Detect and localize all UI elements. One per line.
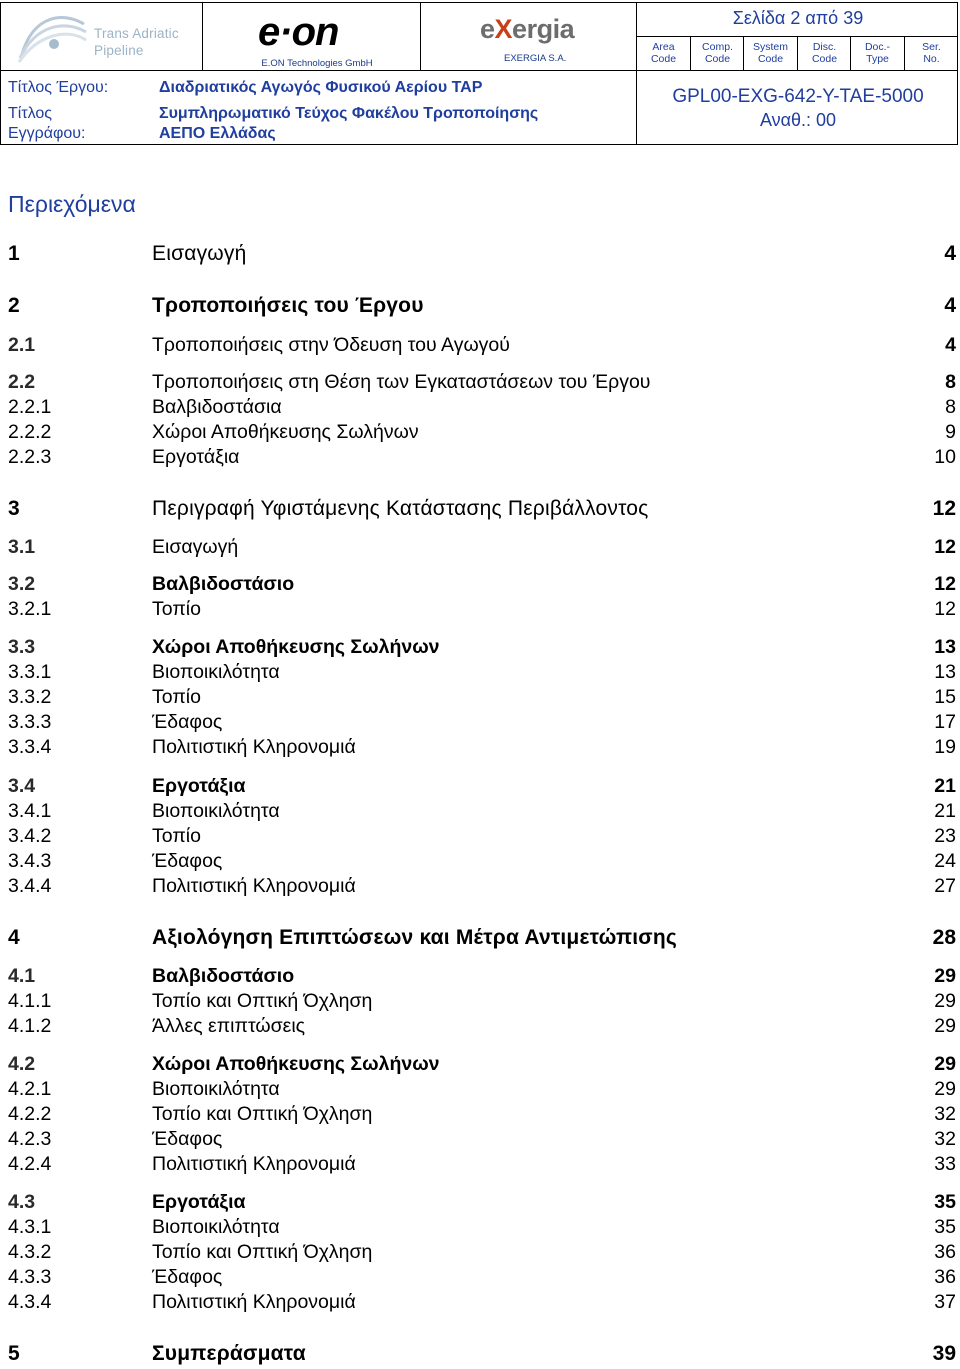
toc-entry-title: Βαλβιδοστάσιο	[152, 573, 295, 595]
code-field	[744, 41, 797, 65]
toc-entry[interactable]	[8, 775, 956, 801]
toc-entry-title: Βιοποικιλότητα	[152, 661, 280, 683]
code-field-line2: No.	[923, 53, 940, 65]
toc-entry-title: Εισαγωγή	[152, 242, 247, 265]
toc-entry-page: 12	[932, 497, 956, 520]
toc-entry-title: Τοπίο	[152, 686, 201, 708]
toc-entry-page: 28	[932, 926, 956, 949]
toc-entry-number: 2.2	[8, 371, 36, 393]
toc-entry-page: 29	[934, 965, 956, 987]
toc-entry-title: Βαλβιδοστάσια	[152, 396, 282, 418]
toc-entry-title: Τοπίο και Οπτική Όχληση	[152, 1241, 373, 1263]
toc-entry-page: 4	[945, 334, 956, 356]
toc-entry[interactable]	[8, 965, 956, 991]
toc-entry-title: Έδαφος	[152, 1266, 223, 1288]
toc-entry-title: Βιοποικιλότητα	[152, 800, 280, 822]
toc-entry-page: 23	[934, 825, 956, 847]
project-title-label: Τίτλος Έργου:	[8, 79, 109, 96]
toc-entry-page: 12	[934, 598, 956, 620]
toc-entry[interactable]	[8, 825, 956, 851]
document-header	[0, 0, 960, 148]
code-field-line2: Code	[811, 53, 838, 65]
exergia-logo-pre: e	[480, 14, 495, 44]
tap-logo-line1: Trans Adriatic	[94, 26, 179, 41]
toc-entry[interactable]	[8, 661, 956, 687]
toc-entry-number: 4.3	[8, 1191, 36, 1213]
toc-entry-title: Τοπίο και Οπτική Όχληση	[152, 990, 373, 1012]
toc-entry[interactable]	[8, 536, 956, 562]
toc-entry-page: 37	[934, 1291, 956, 1313]
toc-entry-number: 5	[8, 1342, 20, 1365]
toc-entry-title: Άλλες επιπτώσεις	[152, 1015, 306, 1037]
code-field	[637, 41, 690, 65]
toc-entry-number: 2.1	[8, 334, 36, 356]
toc-entry-title: Πολιτιστική Κληρονομιά	[152, 736, 356, 758]
toc-entry-title: Πολιτιστική Κληρονομιά	[152, 1153, 356, 1175]
toc-entry-number: 4.2.1	[8, 1078, 52, 1100]
toc-entry-page: 35	[934, 1216, 956, 1238]
toc-entry[interactable]	[8, 686, 956, 712]
toc-entry-title: Πολιτιστική Κληρονομιά	[152, 875, 356, 897]
toc-entry[interactable]	[8, 1216, 956, 1242]
exergia-logo-subtitle: EXERGIA S.A.	[504, 53, 567, 64]
toc-entry-title: Τοπίο	[152, 825, 201, 847]
toc-entry-title: Εργοτάξια	[152, 775, 246, 797]
code-field-line1: System	[752, 41, 788, 53]
toc-entry[interactable]	[8, 242, 956, 268]
toc-entry-number: 1	[8, 242, 20, 265]
toc-entry[interactable]	[8, 396, 956, 422]
toc-entry[interactable]	[8, 990, 956, 1016]
toc-entry-number: 3.1	[8, 536, 36, 558]
toc-entry-title: Τροποποιήσεις στη Θέση των Εγκαταστάσεων του Έργου	[152, 371, 651, 393]
toc-entry-title: Τροποποιήσεις του Έργου	[152, 294, 424, 317]
toc-entry-number: 3.3	[8, 636, 36, 658]
toc-entry-title: Εισαγωγή	[152, 536, 239, 558]
toc-entry-page: 8	[945, 371, 956, 393]
code-field	[851, 41, 904, 65]
toc-entry-number: 2.2.2	[8, 421, 52, 443]
toc-entry-page: 15	[934, 686, 956, 708]
toc-entry[interactable]	[8, 1103, 956, 1129]
toc-entry-title: Χώροι Αποθήκευσης Σωλήνων	[152, 421, 419, 443]
tap-logo	[14, 10, 184, 68]
toc-entry-page: 36	[934, 1241, 956, 1263]
toc-entry-page: 29	[934, 1078, 956, 1100]
toc-entry[interactable]	[8, 875, 956, 901]
tap-logo-mark-icon	[14, 10, 90, 68]
toc-entry-page: 8	[945, 396, 956, 418]
toc-entry-number: 3.3.3	[8, 711, 52, 733]
code-field	[798, 41, 851, 65]
exergia-logo-post: ergia	[512, 14, 575, 44]
toc-entry[interactable]	[8, 736, 956, 762]
toc-entry-number: 4.1.2	[8, 1015, 52, 1037]
toc-entry-title: Έδαφος	[152, 1128, 223, 1150]
toc-entry[interactable]	[8, 1291, 956, 1317]
toc-entry-number: 4	[8, 926, 20, 949]
toc-entry-page: 39	[932, 1342, 956, 1365]
revision: Αναθ.: 00	[759, 110, 837, 130]
toc-entry[interactable]	[8, 1053, 956, 1079]
exergia-logo-wordmark	[480, 14, 574, 45]
eon-logo-wordmark: e·on	[258, 10, 339, 54]
code-field-line1: Doc.-	[864, 41, 891, 53]
toc-entry-page: 33	[934, 1153, 956, 1175]
toc-entry[interactable]	[8, 1015, 956, 1041]
toc-entry-page: 29	[934, 1015, 956, 1037]
code-field-line2: Code	[704, 53, 731, 65]
code-field-line1: Disc.	[812, 41, 837, 53]
toc-entry-title: Τροποποιήσεις στην Όδευση του Αγωγού	[152, 334, 510, 356]
toc-entry[interactable]	[8, 1266, 956, 1292]
toc-title: Περιεχόμενα	[8, 191, 136, 217]
toc-entry-page: 21	[934, 800, 956, 822]
document-number: GPL00-EXG-642-Y-TAE-5000	[672, 86, 924, 107]
toc-entry-title: Τοπίο και Οπτική Όχληση	[152, 1103, 373, 1125]
toc-entry-page: 36	[934, 1266, 956, 1288]
code-field-line1: Comp.	[702, 41, 733, 53]
eon-logo-subtitle: E.ON Technologies GmbH	[261, 58, 373, 69]
page-info: Σελίδα 2 από 39	[732, 8, 864, 28]
toc-entry[interactable]	[8, 850, 956, 876]
document-title-label-line2: Εγγράφου:	[8, 125, 86, 142]
toc-entry-number: 4.2.4	[8, 1153, 52, 1175]
toc-entry-number: 3.3.1	[8, 661, 52, 683]
toc-entry[interactable]	[8, 497, 956, 523]
toc-entry-number: 2	[8, 294, 20, 317]
code-field-line1: Area	[652, 41, 675, 53]
code-field-line2: Code	[650, 53, 677, 65]
toc-entry-page: 13	[934, 661, 956, 683]
toc-entry-number: 3.3.2	[8, 686, 52, 708]
toc-entry-page: 27	[934, 875, 956, 897]
toc-entry-page: 12	[934, 536, 956, 558]
toc-entry-number: 2.2.1	[8, 396, 52, 418]
toc-entry-title: Βιοποικιλότητα	[152, 1216, 280, 1238]
toc-entry-number: 3.4.3	[8, 850, 52, 872]
document-title-value-line2: ΑΕΠΟ Ελλάδας	[159, 125, 276, 142]
eon-logo	[252, 10, 382, 68]
toc-entry-title: Περιγραφή Υφιστάμενης Κατάστασης Περιβάλλοντος	[152, 497, 649, 520]
toc-entry-title: Αξιολόγηση Επιπτώσεων και Μέτρα Αντιμετώπισης	[152, 926, 678, 949]
toc-entry-title: Πολιτιστική Κληρονομιά	[152, 1291, 356, 1313]
toc-entry[interactable]	[8, 1241, 956, 1267]
toc-entry-number: 3	[8, 497, 20, 520]
toc-entry-number: 4.3.1	[8, 1216, 52, 1238]
toc-entry[interactable]	[8, 421, 956, 447]
exergia-logo-x: X	[494, 14, 513, 44]
toc-entry[interactable]	[8, 926, 956, 952]
toc-entry-page: 32	[934, 1128, 956, 1150]
toc-entry[interactable]	[8, 598, 956, 624]
toc-entry-number: 4.3.4	[8, 1291, 52, 1313]
toc-entry[interactable]	[8, 446, 956, 472]
toc-entry-title: Τοπίο	[152, 598, 201, 620]
project-title-value: Διαδριατικός Αγωγός Φυσικού Αερίου TAP	[159, 79, 483, 96]
toc-entry[interactable]	[8, 334, 956, 360]
toc-entry-number: 3.4	[8, 775, 36, 797]
toc-entry-page: 17	[934, 711, 956, 733]
toc-entry-page: 13	[934, 636, 956, 658]
toc-entry-page: 19	[934, 736, 956, 758]
toc-entry[interactable]	[8, 800, 956, 826]
toc-entry[interactable]	[8, 371, 956, 397]
toc-entry-page: 24	[934, 850, 956, 872]
toc-entry[interactable]	[8, 711, 956, 737]
toc-entry-number: 2.2.3	[8, 446, 52, 468]
toc-entry[interactable]	[8, 1342, 956, 1368]
toc-entry-page: 21	[934, 775, 956, 797]
toc-entry-title: Εργοτάξια	[152, 1191, 246, 1213]
toc-entry-number: 4.1	[8, 965, 36, 987]
document-title-label-line1: Τίτλος	[8, 105, 53, 122]
toc-entry[interactable]	[8, 1191, 956, 1217]
toc-entry-title: Βαλβιδοστάσιο	[152, 965, 295, 987]
code-field-line1: Ser.	[922, 41, 941, 53]
toc-entry-page: 29	[934, 1053, 956, 1075]
toc-entry-number: 4.2	[8, 1053, 36, 1075]
toc-entry-title: Χώροι Αποθήκευσης Σωλήνων	[152, 1053, 440, 1075]
code-field	[905, 41, 958, 65]
exergia-logo	[478, 10, 588, 68]
toc-entry-page: 4	[944, 242, 956, 265]
toc-entry-page: 32	[934, 1103, 956, 1125]
toc-entry[interactable]	[8, 1128, 956, 1154]
toc-entry-page: 12	[934, 573, 956, 595]
toc-entry-page: 10	[934, 446, 956, 468]
toc-entry[interactable]	[8, 1078, 956, 1104]
toc-entry-title: Χώροι Αποθήκευσης Σωλήνων	[152, 636, 440, 658]
toc-entry-title: Έδαφος	[152, 850, 223, 872]
toc-entry-number: 4.3.3	[8, 1266, 52, 1288]
toc-entry-number: 3.4.1	[8, 800, 52, 822]
document-title-value-line1: Συμπληρωματικό Τεύχος Φακέλου Τροποποίησης	[159, 105, 539, 122]
toc-entry-number: 3.2	[8, 573, 36, 595]
toc-entry-title: Συμπεράσματα	[152, 1342, 306, 1365]
toc-entry-number: 4.2.2	[8, 1103, 52, 1125]
toc-entry-title: Έδαφος	[152, 711, 223, 733]
toc-entry-title: Βιοποικιλότητα	[152, 1078, 280, 1100]
toc-entry[interactable]	[8, 573, 956, 599]
code-field	[691, 41, 744, 65]
code-field-line2: Type	[866, 53, 889, 65]
toc-entry-number: 3.4.2	[8, 825, 52, 847]
toc-entry[interactable]	[8, 1153, 956, 1179]
tap-logo-line2: Pipeline	[94, 43, 144, 58]
toc-entry[interactable]	[8, 636, 956, 662]
toc-entry-page: 9	[945, 421, 956, 443]
toc-entry[interactable]	[8, 294, 956, 320]
toc-entry-page: 4	[944, 294, 956, 317]
toc-entry-number: 3.2.1	[8, 598, 52, 620]
toc-entry-number: 4.3.2	[8, 1241, 52, 1263]
toc-entry-title: Εργοτάξια	[152, 446, 240, 468]
toc-entry-number: 3.3.4	[8, 736, 52, 758]
toc-entry-number: 3.4.4	[8, 875, 52, 897]
toc-entry-number: 4.2.3	[8, 1128, 52, 1150]
toc-entry-page: 29	[934, 990, 956, 1012]
code-field-line2: Code	[757, 53, 784, 65]
toc-entry-page: 35	[934, 1191, 956, 1213]
toc-entry-number: 4.1.1	[8, 990, 52, 1012]
